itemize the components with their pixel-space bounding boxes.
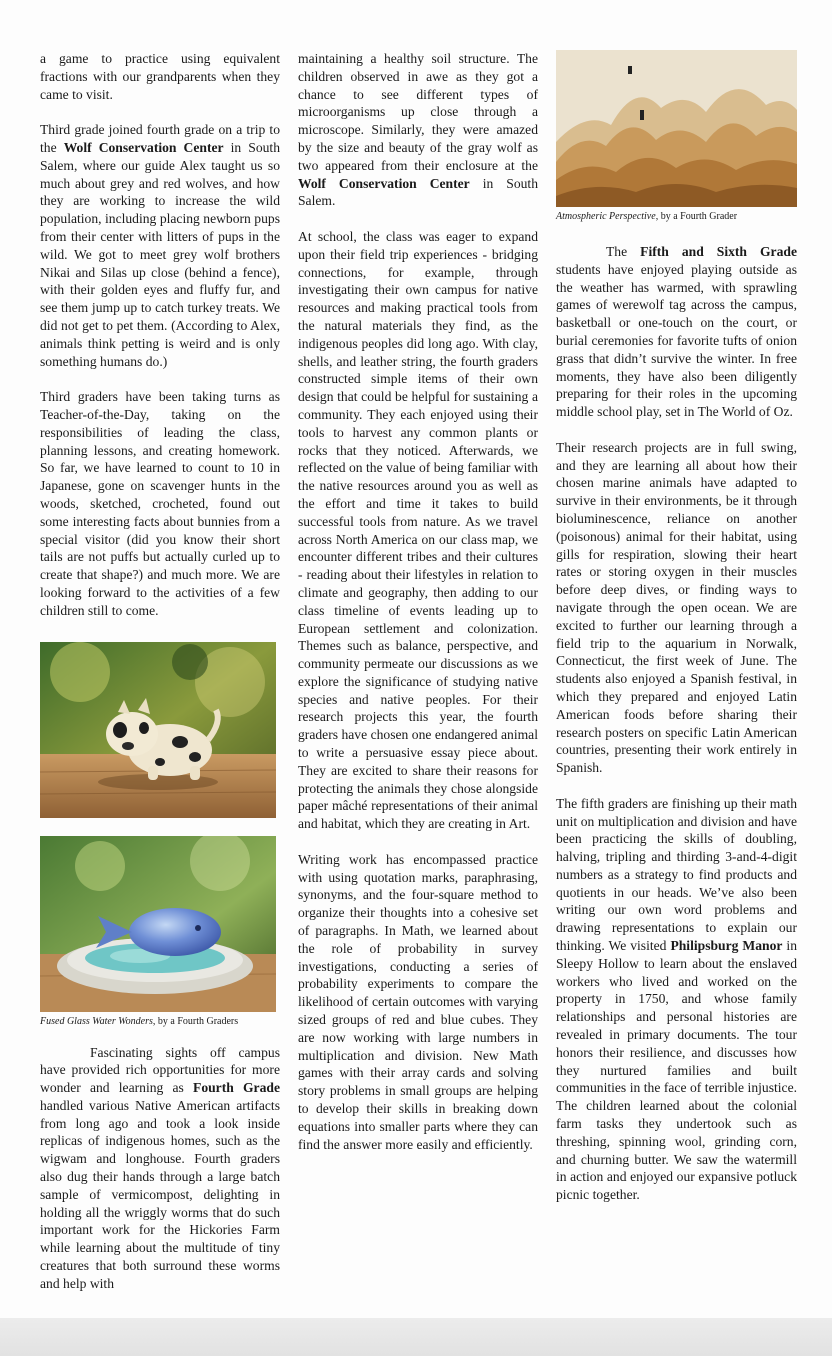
column-3 — [556, 50, 797, 1222]
col2-paragraph-1: maintaining a healthy soil structure. The children observed in awe as they got a chance to see different types of microorganisms up close through a microscope. Similarly, they were amazed by the size and beauty of the gray wolf as two appeared from their enclosure at the Wolf Conservation Center in South Salem. — [298, 51, 538, 209]
col3-paragraph-1: The Fifth and Sixth Grade students have enjoyed playing outside as the weather has warmed, with sprawling games of werewolf tag across the campus, basketball or one-touch on the court, or burial ceremonies for favorite tufts of onion grass that didn’t survive the winter. In free moments, they have also been diligently preparing for their roles in the upcoming middle school play, set in The World of Oz. — [556, 244, 797, 420]
bold-philipsburg-manor: Philipsburg Manor — [670, 938, 783, 954]
col2-paragraph-3: Writing work has encompassed practice with using quotation marks, paraphrasing, synonyms, and the four-square method to organize their thoughts into a cohesive set of paragraphs. In Math, we learned about the role of probability in survey investigations, conducting a series of probability experiments to compare the likelihood of certain outcomes with varying sized groups of red and blue cubes. They are now working with large numbers in multiplication and division. New Math games with their array cards and solving story problems in small groups are helping to develop their skills in breaking down equations into smaller parts where they can find the answer more easily and efficiently. — [298, 851, 538, 1152]
col1-paragraph-2: Third grade joined fourth grade on a trip to the Wolf Conservation Center in South Salem, where our guide Alex taught us so much about grey and red wolves, and how they are working to increase the wild population, including placing newborn pups from their center with litters of pups in the wild. We got to meet grey wolf brothers Nikai and Silas up close (behind a fence), with their golden eyes and fluffy fur, and see them jump up to catch turkey treats. We did not get to pet them. (According to Alex, animals think petting is weird and is only something humans do.) — [40, 122, 280, 369]
column-1 — [40, 50, 280, 1310]
page-footer-shadow — [0, 1318, 832, 1356]
bold-fifth-sixth-grade: Fifth and Sixth Grade — [640, 244, 797, 259]
col2-paragraph-2: At school, the class was eager to expand upon their field trip experiences - bridging connections, for example, through investigating their own campus for native resources and making practical tools from the natural materials they find, as the indigenous peoples did long ago. With clay, shells, and leather string, the fourth graders constructed simple items of their own design that could be helpful for sustaining a community. They each enjoyed using their tools to harvest any common plants or rocks that they noticed. Afterwards, we reflected on the value of being familiar with the native resources around you as well as the effort and time it takes to build successful tools from nature. As we travel across North America on our class map, we encounter different tribes and their cultures - reading about their lifestyles in relation to climate and geography, then adding to our class timeline of events leading up to European settlement and colonization. Themes such as balance, perspective, and community permeate our discussions as we explore the significance of studying native species and native peoples. For their research projects this year, the fourth graders have chosen one endangered animal to write a persuasive essay piece about. They are excited to share their reasons for protecting the animals they chose alongside paper mâché representations of their animal and habitat, which they are creating in Art. — [298, 228, 538, 832]
bold-fourth-grade: Fourth Grade — [193, 1080, 280, 1096]
ceramic-dog-photo — [40, 642, 276, 818]
col1-paragraph-4: Fascinating sights off campus have provided rich opportunities for more wonder and learning as Fourth Grade handled various Native American artifacts from long ago and took a look inside replicas of indigenous homes, such as the wigwam and longhouse. Fourth graders also dug their hands through a large batch sample of vermicompost, delighting in holding all the wriggly worms that do such important work for the Hickories Farm while learning about the multitude of tiny creatures that both surround these worms and help with — [40, 1044, 280, 1291]
col3-paragraph-3: The fifth graders are finishing up their math unit on multiplication and division and have been practicing the skills of doubling, halving, tripling and thirding 3-and-4-digit numbers as a strategy to find products and quotients in our heads. We’ve also been writing our own word problems and drawing representations to explain our thinking. We visited Philipsburg Manor in Sleepy Hollow to learn about the enslaved workers who lived and worked on the property in 1750, and whose family relationships and personal histories are revealed in primary documents. The tour honors their resilience, and discusses how they nurtured families and built communities in the face of terrible injustice. The children learned about the colonial farm tasks they undertook such as threshing, spinning wool, grinding corn, and churning butter. We saw the watermill in action and enjoyed our expansive potluck picnic together. — [556, 795, 797, 1203]
col3-paragraph-2: Their research projects are in full swing, and they are learning all about how their chosen marine animals have adapted to survive in their environments, be it through bioluminescence, reliance on another (poisonous) animal for their habitat, using gills for respiration, slowing their heart rates or storing oxygen in their muscles before deep dives, or finding ways to navigate through the open ocean. We are excited to further our learning through a field trip to the aquarium in Norwalk, Connecticut, the first week of June. The students also enjoyed a Spanish festival, in which they prepared and enjoyed Latin American foods before sharing their research posters on specific Latin American countries, presenting their work entirely in Spanish. — [556, 439, 797, 776]
col1-paragraph-1: a game to practice using equivalent fractions with our grandparents when they came to visit. — [40, 51, 280, 102]
col1-paragraph-3: Third graders have been taking turns as Teacher-of-the-Day, taking on the responsibilities of leading the class, planning lessons, and creating homework. So far, we have learned to count to 10 in Japanese, gone on scavenger hunts in the woods, sketched, crocheted, found out some interesting facts about bunnies from a special visitor (did you know their short tails are not puffs but actually curled up to create that shape?) and much more. We are looking forward to the activities of a few children still to come. — [40, 389, 280, 618]
mountain-painting-caption: Atmospheric Perspective, by a Fourth Grader — [556, 211, 738, 222]
bold-wolf-center: Wolf Conservation Center — [63, 139, 224, 155]
glass-whale-photo — [40, 836, 276, 1012]
bold-wolf-center-2: Wolf Conservation Center — [298, 175, 470, 191]
column-2 — [298, 50, 538, 1171]
mountain-painting — [556, 50, 797, 207]
glass-whale-caption: Fused Glass Water Wonders, by a Fourth Graders — [40, 1015, 239, 1027]
